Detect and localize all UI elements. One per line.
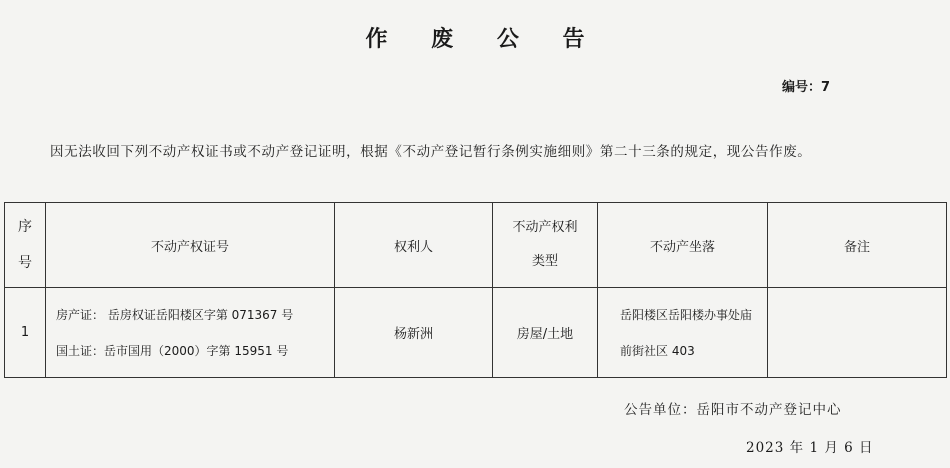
- header-owner: 权利人: [335, 203, 493, 288]
- land-cert-number: 国土证：岳市国用（2000）字第 15951 号: [56, 343, 289, 358]
- house-cert-number: 房产证： 岳房权证岳阳楼区字第 071367 号: [56, 307, 294, 322]
- notice-date: 2023 年 1 月 6 日: [746, 440, 874, 456]
- row-cert-no: [46, 288, 335, 378]
- void-certificates-table: [4, 202, 947, 378]
- header-location: 不动产坐落: [598, 203, 768, 288]
- table-header-row: [5, 203, 947, 288]
- header-remarks: 备注: [768, 203, 947, 288]
- header-seq: [5, 203, 46, 288]
- header-type-line2: 类型: [531, 254, 558, 269]
- document-number: 编号：7: [782, 80, 831, 95]
- location-line2: 前街社区 403: [620, 343, 695, 358]
- table-row: [5, 288, 947, 378]
- row-location: [598, 288, 768, 378]
- row-seq: 1: [5, 288, 46, 378]
- notice-intro-text: 因无法收回下列不动产权证书或不动产登记证明，根据《不动产登记暂行条例实施细则》第二十三条的规定，现公告作废。: [50, 144, 812, 160]
- notice-title: 作 废 公 告: [365, 27, 603, 52]
- header-type-line1: 不动产权利: [512, 220, 578, 235]
- header-right-type: [493, 203, 598, 288]
- header-seq-line2: 号: [18, 255, 32, 271]
- row-owner: 杨新洲: [335, 288, 493, 378]
- row-right-type: 房屋/土地: [493, 288, 598, 378]
- header-cert-no: 不动产权证号: [46, 203, 335, 288]
- row-remarks: [768, 288, 947, 378]
- location-line1: 岳阳楼区岳阳楼办事处庙: [620, 307, 753, 322]
- header-seq-line1: 序: [18, 219, 32, 235]
- issuing-unit: 公告单位：岳阳市不动产登记中心: [624, 402, 842, 418]
